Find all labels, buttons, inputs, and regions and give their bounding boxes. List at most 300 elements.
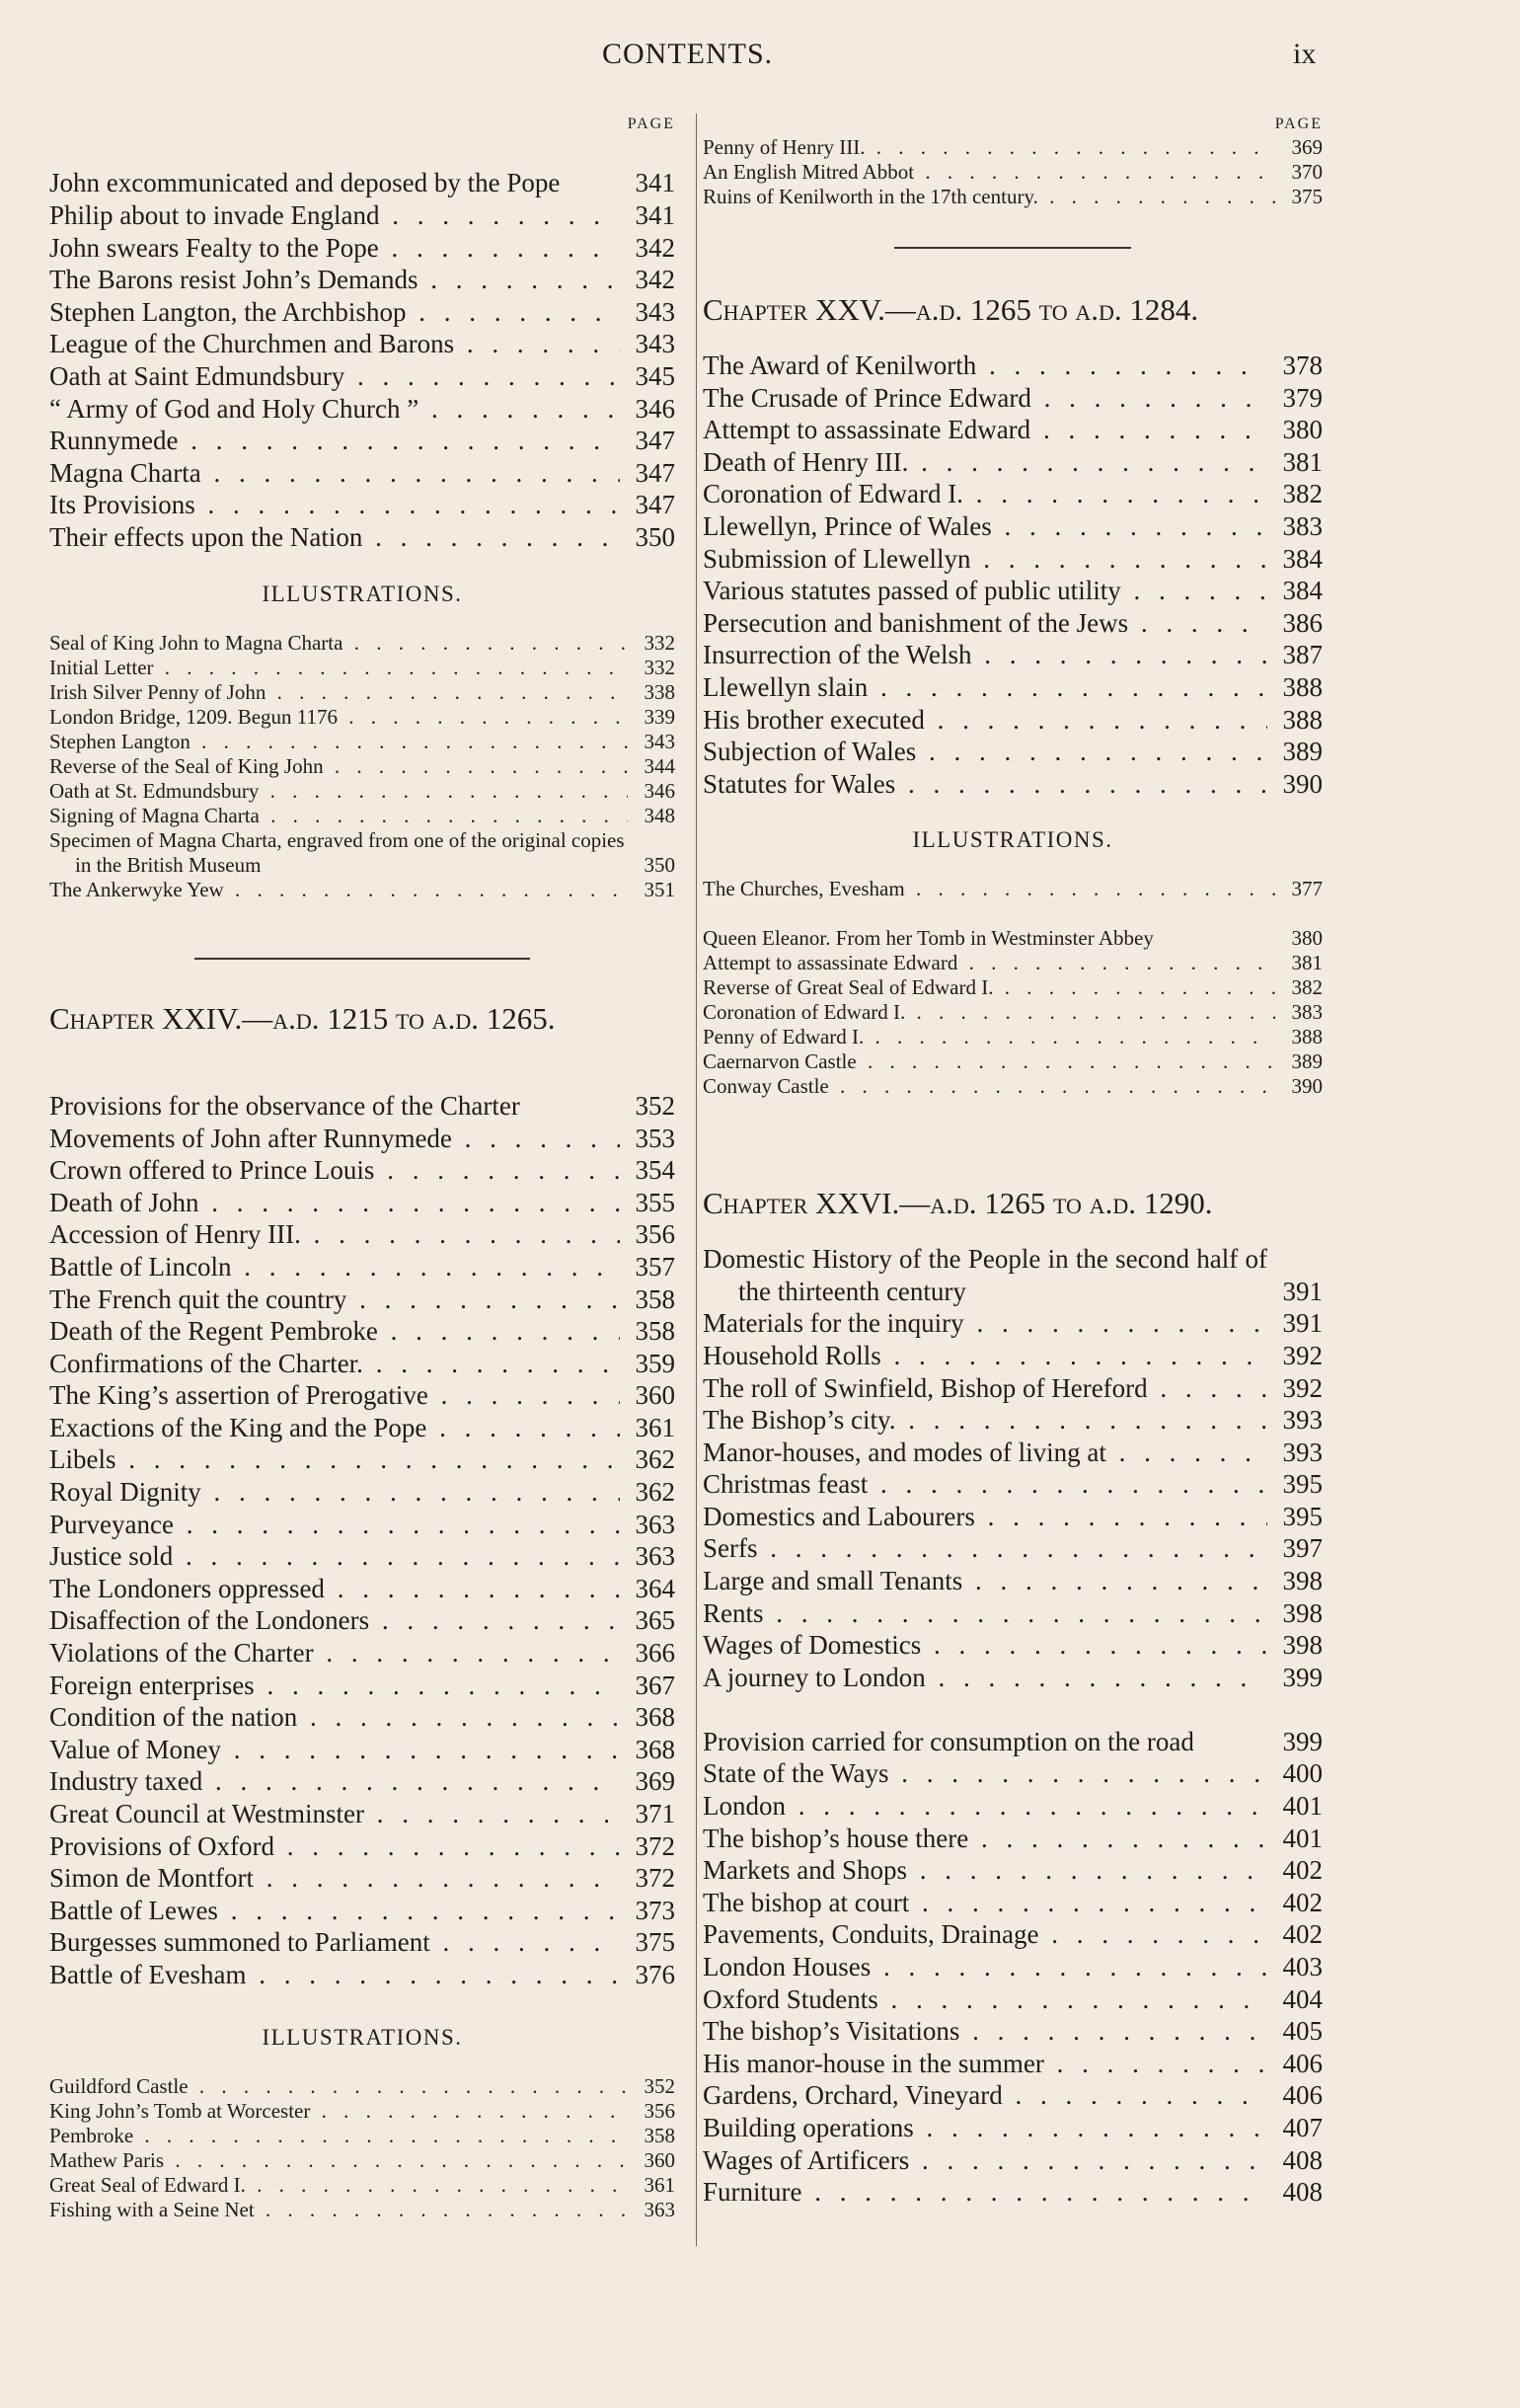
entry-title: Ruins of Kenilworth in the 17th century. . . .	[703, 185, 1275, 209]
toc-entry	[703, 1468, 1323, 1501]
entry-title: Battle of Evesham . . .	[49, 1959, 620, 1991]
entry-page: 361	[635, 1412, 675, 1442]
toc-entry	[703, 1887, 1323, 1919]
entry-page: 348	[644, 803, 675, 827]
entry-page: 395	[1282, 1501, 1323, 1531]
entry-title: Its Provisions . . .	[49, 489, 620, 521]
entry-title: Their effects upon the Nation . . .	[49, 521, 620, 554]
entry-title: Battle of Lewes . . .	[49, 1895, 620, 1927]
entry-title: Exactions of the King and the Pope . . .	[49, 1412, 620, 1444]
entry-page: 375	[1291, 185, 1323, 208]
entry-page: 357	[635, 1251, 675, 1282]
entry-title: Submission of Llewellyn . . .	[703, 543, 1267, 576]
entry-page: 347	[635, 457, 675, 488]
entry-page: 388	[1291, 1025, 1323, 1049]
toc-entry	[703, 736, 1323, 768]
entry-page: 406	[1282, 2080, 1323, 2111]
section-rule	[194, 958, 530, 960]
illustration-entry	[49, 804, 675, 828]
entry-page: 382	[1291, 975, 1323, 1000]
entry-page: 346	[635, 393, 675, 424]
entry-title: Coronation of Edward I. . . .	[703, 478, 1267, 510]
entry-page: 402	[1282, 1855, 1323, 1886]
entry-title: Stephen Langton . . .	[49, 730, 628, 754]
entry-title: Oath at St. Edmundsbury . . .	[49, 779, 628, 804]
toc-entry	[49, 1604, 675, 1637]
toc-entry	[703, 671, 1323, 704]
toc-entry	[49, 393, 675, 426]
entry-page: 392	[1282, 1372, 1323, 1403]
entry-page: 391	[1282, 1276, 1323, 1306]
entry-title: Rents . . .	[703, 1597, 1267, 1630]
entry-title: Great Council at Westminster . . .	[49, 1798, 620, 1830]
entry-page: 404	[1282, 1983, 1323, 2014]
entry-page: 365	[635, 1605, 675, 1636]
entry-page: 406	[1282, 2048, 1323, 2078]
entry-page: 347	[635, 490, 675, 520]
entry-title: Simon de Montfort . . .	[49, 1862, 620, 1895]
toc-entry	[49, 1862, 675, 1895]
entry-title: John excommunicated and deposed by the Pope	[49, 168, 561, 198]
entry-title: Runnymede . . .	[49, 425, 620, 457]
entry-page: 347	[635, 426, 675, 456]
page-column-label: PAGE	[1274, 116, 1323, 132]
illustration-entry	[49, 2198, 675, 2222]
column-divider	[696, 114, 697, 2246]
entry-page: 371	[635, 1799, 675, 1828]
entry-page: 352	[644, 2073, 675, 2098]
toc-entry	[49, 1734, 675, 1766]
entry-title: Markets and Shops . . .	[703, 1854, 1267, 1887]
entry-title: Penny of Henry III. . . .	[703, 135, 1275, 160]
illustration-entry	[703, 135, 1323, 160]
entry-page: 354	[635, 1155, 675, 1186]
entry-page: 339	[644, 704, 675, 729]
entry-page: 389	[1291, 1049, 1323, 1074]
entry-title: Provision carried for consumption on the road	[703, 1726, 1194, 1756]
toc-entry	[703, 478, 1323, 510]
entry-page: 387	[1282, 640, 1323, 670]
entry-page: 377	[1291, 877, 1323, 901]
toc-entry	[703, 1983, 1323, 2016]
toc-entry	[49, 296, 675, 329]
entry-title: Violations of the Charter . . .	[49, 1637, 620, 1670]
toc-entry	[49, 521, 675, 554]
illustration-entry	[49, 779, 675, 804]
entry-page: 382	[1282, 479, 1323, 509]
entry-title: Domestic History of the People in the second half of the thirteenth century	[703, 1244, 1267, 1306]
toc-list	[49, 135, 675, 554]
toc-entry	[49, 1830, 675, 1863]
toc-entry	[49, 1509, 675, 1541]
toc-entry	[49, 1765, 675, 1798]
entry-title: Materials for the inquiry . . .	[703, 1307, 1267, 1340]
entry-page: 379	[1282, 382, 1323, 413]
entry-page: 401	[1282, 1791, 1323, 1822]
entry-title: John swears Fealty to the Pope . . .	[49, 232, 620, 265]
entry-title: The Bishop’s city. . . .	[703, 1404, 1267, 1437]
entry-title: Guildford Castle . . .	[49, 2074, 628, 2099]
entry-title: League of the Churchmen and Barons . . .	[49, 328, 620, 360]
illustration-entry	[49, 631, 675, 656]
entry-page: 403	[1282, 1952, 1323, 1981]
entry-page: 356	[644, 2098, 675, 2123]
toc-entry	[703, 1532, 1323, 1565]
toc-entry	[49, 1187, 675, 1219]
toc-list	[703, 1243, 1323, 2208]
entry-page: 395	[1282, 1469, 1323, 1500]
entry-title: The Award of Kenilworth . . .	[703, 350, 1267, 382]
toc-entry	[703, 704, 1323, 737]
toc-entry	[49, 1251, 675, 1283]
toc-entry	[703, 1757, 1323, 1790]
toc-entry	[703, 510, 1323, 543]
entry-page: 368	[635, 1702, 675, 1733]
entry-page: 381	[1282, 446, 1323, 477]
toc-entry	[703, 543, 1323, 576]
entry-page: 362	[635, 1477, 675, 1508]
entry-title: Various statutes passed of public utility . . .	[703, 575, 1267, 607]
entry-title: Death of John . . .	[49, 1187, 620, 1219]
entry-title: The bishop’s house there . . .	[703, 1823, 1267, 1855]
entry-page: 358	[644, 2123, 675, 2147]
entry-page: 362	[635, 1444, 675, 1475]
entry-page: 392	[1282, 1340, 1323, 1370]
entry-page: 390	[1291, 1074, 1323, 1099]
toc-entry	[49, 1283, 675, 1316]
illustration-entry	[49, 705, 675, 730]
entry-page: 393	[1282, 1405, 1323, 1436]
entry-page: 388	[1282, 671, 1323, 702]
entry-title: Oxford Students . . .	[703, 1983, 1267, 2016]
entry-page: 342	[635, 265, 675, 295]
illustration-entry	[49, 878, 675, 902]
entry-page: 375	[635, 1927, 675, 1958]
illustration-entry	[703, 901, 1323, 951]
entry-title: London Bridge, 1209. Begun 1176 . . .	[49, 705, 628, 730]
toc-entry	[703, 1918, 1323, 1951]
toc-entry	[703, 1243, 1323, 1307]
illustrations-list	[703, 135, 1323, 209]
toc-entry	[703, 446, 1323, 479]
entry-page: 360	[635, 1380, 675, 1411]
toc-entry	[49, 1154, 675, 1187]
entry-title: Queen Eleanor. From her Tomb in Westminster Abbey	[703, 926, 1154, 951]
entry-page: 390	[1282, 768, 1323, 799]
entry-page: 399	[1282, 1662, 1323, 1692]
illustration-entry	[49, 2074, 675, 2099]
entry-title: Gardens, Orchard, Vineyard . . .	[703, 2079, 1267, 2112]
entry-title: The bishop’s Visitations . . .	[703, 2015, 1267, 2048]
entry-page: 378	[1282, 350, 1323, 380]
entry-title: A journey to London . . .	[703, 1662, 1267, 1694]
toc-entry	[703, 607, 1323, 640]
illustration-entry	[703, 1049, 1323, 1074]
left-column	[49, 114, 675, 2222]
toc-entry	[703, 2048, 1323, 2080]
entry-title: Irish Silver Penny of John . . .	[49, 680, 628, 705]
toc-entry	[49, 1573, 675, 1605]
entry-page: 384	[1282, 576, 1323, 606]
illustrations-list	[49, 631, 675, 902]
entry-title: The Ankerwyke Yew . . .	[49, 878, 628, 902]
toc-list	[703, 350, 1323, 800]
entry-title: Llewellyn slain . . .	[703, 671, 1267, 704]
entry-title: Serfs . . .	[703, 1532, 1267, 1565]
entry-title: Mathew Paris . . .	[49, 2148, 628, 2173]
entry-title: Disaffection of the Londoners . . .	[49, 1604, 620, 1637]
entry-page: 343	[635, 329, 675, 359]
entry-title: The King’s assertion of Prerogative . . .	[49, 1379, 620, 1412]
illustrations-heading: ILLUSTRATIONS.	[912, 827, 1113, 853]
entry-page: 400	[1282, 1758, 1323, 1789]
toc-entry	[49, 1218, 675, 1251]
illustration-entry	[49, 656, 675, 680]
toc-entry	[703, 1790, 1323, 1823]
page-header	[0, 38, 1520, 77]
entry-title: Persecution and banishment of the Jews . . .	[703, 607, 1267, 640]
entry-page: 350	[635, 521, 675, 552]
entry-page: 408	[1282, 2144, 1323, 2175]
entry-title: Reverse of the Seal of King John . . .	[49, 754, 628, 779]
toc-entry	[49, 199, 675, 232]
entry-page: 369	[1291, 135, 1323, 159]
entry-page: 346	[644, 778, 675, 803]
illustration-entry	[49, 2099, 675, 2124]
illustration-entry	[49, 730, 675, 754]
entry-page: 342	[635, 232, 675, 263]
toc-entry	[703, 1437, 1323, 1469]
entry-title: Subjection of Wales . . .	[703, 736, 1267, 768]
entry-title: Stephen Langton, the Archbishop . . .	[49, 296, 620, 329]
entry-page: 344	[644, 753, 675, 778]
entry-title: Insurrection of the Welsh . . .	[703, 639, 1267, 671]
entry-title: His manor-house in the summer . . .	[703, 2048, 1267, 2080]
entry-page: 372	[635, 1830, 675, 1861]
illustrations-heading: ILLUSTRATIONS.	[262, 2024, 463, 2050]
entry-title: Movements of John after Runnymede . . .	[49, 1123, 620, 1155]
toc-entry	[703, 2079, 1323, 2112]
entry-page: 363	[635, 1541, 675, 1572]
entry-title: Provisions of Oxford . . .	[49, 1830, 620, 1863]
toc-entry	[49, 1315, 675, 1348]
entry-page: 364	[635, 1573, 675, 1603]
entry-page: 393	[1282, 1437, 1323, 1467]
toc-entry	[703, 1629, 1323, 1662]
entry-title: Magna Charta . . .	[49, 457, 620, 490]
illustration-entry	[49, 828, 675, 878]
entry-title: Libels . . .	[49, 1443, 620, 1476]
entry-page: 341	[635, 200, 675, 230]
entry-title: Furniture . . .	[703, 2176, 1267, 2209]
entry-page: 389	[1282, 737, 1323, 767]
entry-title: Attempt to assassinate Edward . . .	[703, 951, 1275, 975]
entry-title: Attempt to assassinate Edward . . .	[703, 414, 1267, 446]
illustration-entry	[703, 160, 1323, 185]
toc-entry	[703, 1854, 1323, 1887]
entry-title: Pavements, Conduits, Drainage . . .	[703, 1918, 1267, 1951]
toc-entry	[49, 1895, 675, 1927]
illustration-entry	[49, 2173, 675, 2198]
entry-title: Philip about to invade England . . .	[49, 199, 620, 232]
entry-title: London Houses . . .	[703, 1951, 1267, 1983]
toc-entry	[49, 328, 675, 360]
entry-title: Value of Money . . .	[49, 1734, 620, 1766]
toc-entry	[703, 350, 1323, 382]
toc-entry	[49, 1670, 675, 1702]
entry-page: 398	[1282, 1597, 1323, 1628]
entry-title: Llewellyn, Prince of Wales . . .	[703, 510, 1267, 543]
entry-page: 376	[635, 1959, 675, 1989]
chapter-heading: Chapter XXVI.—a.d. 1265 to a.d. 1290.	[703, 1186, 1213, 1221]
toc-entry	[703, 575, 1323, 607]
page-title: CONTENTS.	[602, 38, 774, 70]
toc-entry	[703, 768, 1323, 801]
entry-page: 402	[1282, 1887, 1323, 1917]
toc-entry	[703, 1565, 1323, 1597]
entry-page: 351	[644, 877, 675, 901]
entry-page: 352	[635, 1090, 675, 1121]
entry-title: Coronation of Edward I. . . .	[703, 1000, 1275, 1025]
entry-page: 366	[635, 1638, 675, 1669]
entry-page: 358	[635, 1316, 675, 1347]
entry-title: Christmas feast . . .	[703, 1468, 1267, 1501]
entry-page: 367	[635, 1670, 675, 1700]
entry-title: Reverse of Great Seal of Edward I. . . .	[703, 975, 1275, 1000]
chapter-heading: Chapter XXV.—a.d. 1265 to a.d. 1284.	[703, 292, 1199, 327]
illustration-entry	[703, 975, 1323, 1000]
toc-entry	[49, 1959, 675, 1991]
toc-entry	[703, 1597, 1323, 1630]
toc-entry	[703, 1404, 1323, 1437]
toc-entry	[49, 1476, 675, 1509]
entry-title: Confirmations of the Charter. . . .	[49, 1348, 620, 1380]
entry-title: Great Seal of Edward I. . . .	[49, 2173, 628, 2198]
entry-title: Household Rolls . . .	[703, 1340, 1267, 1372]
entry-page: 332	[644, 630, 675, 655]
toc-entry	[703, 414, 1323, 446]
entry-title: Battle of Lincoln . . .	[49, 1251, 620, 1283]
entry-page: 391	[1282, 1308, 1323, 1339]
entry-title: “ Army of God and Holy Church ” . . .	[49, 393, 620, 426]
toc-entry	[49, 1443, 675, 1476]
entry-title: The French quit the country . . .	[49, 1283, 620, 1316]
entry-page: 405	[1282, 2016, 1323, 2047]
illustrations-heading: ILLUSTRATIONS.	[262, 581, 463, 606]
entry-page: 380	[1282, 415, 1323, 445]
section-rule	[894, 247, 1131, 249]
toc-entry	[49, 1798, 675, 1830]
illustration-entry	[703, 1074, 1323, 1099]
entry-title: Royal Dignity . . .	[49, 1476, 620, 1509]
entry-page: 341	[635, 168, 675, 198]
entry-title: His brother executed . . .	[703, 704, 1267, 737]
entry-page: 397	[1282, 1533, 1323, 1564]
entry-title: Specimen of Magna Charta, engraved from one of the original copies in the British Museum	[49, 827, 625, 877]
page-column-label: PAGE	[627, 116, 675, 132]
illustration-entry	[703, 1025, 1323, 1049]
illustration-entry	[49, 2148, 675, 2173]
entry-page: 398	[1282, 1630, 1323, 1661]
toc-entry	[703, 639, 1323, 671]
toc-entry	[703, 1307, 1323, 1340]
entry-title: Crown offered to Prince Louis . . .	[49, 1154, 620, 1187]
entry-title: The Churches, Evesham . . .	[703, 877, 1275, 901]
toc-entry	[49, 457, 675, 490]
entry-page: 372	[635, 1863, 675, 1894]
illustrations-list	[703, 877, 1323, 1099]
entry-page: 398	[1282, 1566, 1323, 1596]
entry-page: 368	[635, 1734, 675, 1764]
toc-entry	[703, 2176, 1323, 2209]
entry-title: Provisions for the observance of the Charter	[49, 1090, 520, 1121]
entry-title: The roll of Swinfield, Bishop of Hereford . . .	[703, 1372, 1267, 1405]
entry-title: Domestics and Labourers . . .	[703, 1501, 1267, 1533]
entry-page: 383	[1291, 1000, 1323, 1025]
entry-title: Penny of Edward I. . . .	[703, 1025, 1275, 1049]
entry-title: Oath at Saint Edmundsbury . . .	[49, 360, 620, 393]
entry-title: Purveyance . . .	[49, 1509, 620, 1541]
entry-page: 356	[635, 1219, 675, 1250]
entry-title: Burgesses summoned to Parliament . . .	[49, 1926, 620, 1959]
entry-page: 408	[1282, 2177, 1323, 2208]
toc-entry	[703, 382, 1323, 415]
entry-page: 370	[1291, 160, 1323, 184]
entry-title: Fishing with a Seine Net . . .	[49, 2198, 628, 2222]
entry-title: Industry taxed . . .	[49, 1765, 620, 1798]
toc-entry	[49, 135, 675, 199]
toc-entry	[49, 489, 675, 521]
toc-entry	[49, 1348, 675, 1380]
entry-page: 401	[1282, 1823, 1323, 1853]
page-number: ix	[1293, 38, 1317, 70]
entry-title: Caernarvon Castle . . .	[703, 1049, 1275, 1074]
entry-title: Manor-houses, and modes of living at . . .	[703, 1437, 1267, 1469]
entry-page: 345	[635, 360, 675, 391]
toc-entry	[49, 1379, 675, 1412]
toc-entry	[49, 1058, 675, 1123]
toc-entry	[49, 1926, 675, 1959]
toc-list	[49, 1058, 675, 1991]
entry-page: 407	[1282, 2112, 1323, 2142]
entry-page: 369	[635, 1766, 675, 1797]
toc-entry	[703, 2112, 1323, 2144]
entry-title: Justice sold . . .	[49, 1540, 620, 1573]
entry-page: 343	[635, 296, 675, 327]
toc-entry	[703, 1501, 1323, 1533]
entry-page: 381	[1291, 951, 1323, 975]
entry-title: Building operations . . .	[703, 2112, 1267, 2144]
illustration-entry	[703, 877, 1323, 901]
toc-entry	[49, 1701, 675, 1734]
entry-title: Condition of the nation . . .	[49, 1701, 620, 1734]
toc-entry	[49, 1540, 675, 1573]
toc-entry	[49, 232, 675, 265]
toc-entry	[703, 1372, 1323, 1405]
entry-page: 358	[635, 1283, 675, 1314]
entry-title: Initial Letter . . .	[49, 656, 628, 680]
chapter-heading: Chapter XXIV.—a.d. 1215 to a.d. 1265.	[49, 1000, 556, 1036]
entry-page: 363	[635, 1509, 675, 1539]
entry-page: 355	[635, 1187, 675, 1217]
entry-page: 388	[1282, 704, 1323, 735]
entry-page: 360	[644, 2147, 675, 2172]
entry-title: The Londoners oppressed . . .	[49, 1573, 620, 1605]
illustration-entry	[49, 2124, 675, 2148]
toc-entry	[49, 264, 675, 296]
entry-title: An English Mitred Abbot . . .	[703, 160, 1275, 185]
toc-entry	[703, 1951, 1323, 1983]
